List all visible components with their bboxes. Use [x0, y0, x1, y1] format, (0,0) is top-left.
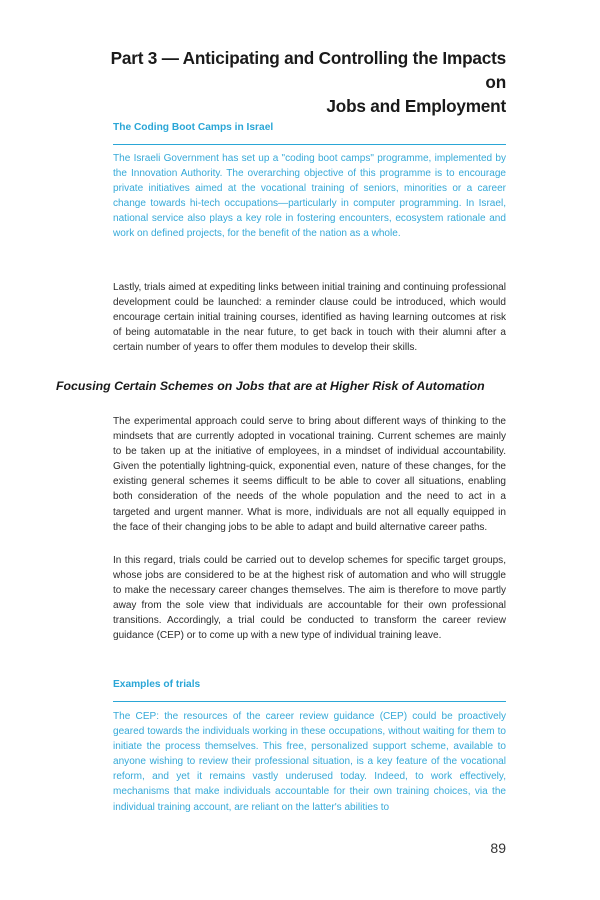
page-title: [100, 46, 506, 118]
box-heading-coding-boot-camps: The Coding Boot Camps in Israel: [113, 122, 274, 133]
box-heading-examples-of-trials: Examples of trials: [113, 679, 201, 690]
paragraph-lastly: Lastly, trials aimed at expediting links between initial training and continuing professional development could be launched: a reminder clause could be introduced, which would encourage certain initial training courses, identified as having learning outcomes at risk of being automatable in the near future, to get back in touch with their alumni after a certain number of years to offer them modules to develop their skills.: [113, 282, 506, 354]
paragraph-experimental-approach: The experimental approach could serve to bring about different ways of thinking to the mindsets that are currently adopted in vocational training. Current schemes are mainly to be taken up at the initiative of employees, in a mindset of individual accountability. Given the potentially lightning-quick, exponential even, nature of these changes, for the existing general schemes it seems difficult to be able to cover all situations, enabling both consideration of the needs of the whole population and the need to act in a targeted and urgent manner. What is more, individuals are not all equally equipped in the face of their changing jobs to be able to adapt and build alternative career paths.: [113, 416, 506, 533]
box-divider: [113, 144, 506, 145]
page-number: 89: [490, 840, 506, 856]
page-title-line-1: Part 3 — Anticipating and Controlling the Impacts on: [110, 48, 506, 92]
paragraph-in-this-regard: In this regard, trials could be carried out to develop schemes for specific target groups, whose jobs are considered to be at the highest risk of automation and who will struggle to make the necessary career changes themselves. The aim is therefore to move partly away from the sole view that individuals are accountable for their own professional transitions. Accordingly, a trial could be conducted to transform the career review guidance (CEP) or to come up with a new type of individual training leave.: [113, 555, 506, 642]
section-heading: Focusing Certain Schemes on Jobs that are at Higher Risk of Automation: [56, 379, 485, 393]
box-text-examples-of-trials: The CEP: the resources of the career review guidance (CEP) could be proactively geared towards the individuals working in these occupations, without waiting for them to initiate the process themselves. This free, personalized support scheme, available to anyone wishing to review their professional situation, is a key feature of the vocational reform, and yet it remains vastly underused today. Indeed, to work effectively, mechanisms that make individuals accountable for their own training choices, via the individual training account, are reliant on the latter's abilities to: [113, 711, 506, 813]
box-text-coding-boot-camps: The Israeli Government has set up a "coding boot camps" programme, implemented by the Innovation Authority. The overarching objective of this programme is to encourage private initiatives aimed at the vocational training of seniors, minorities or a career change towards hi-tech occupations—particularly in computer programming. In Israel, national service also plays a key role in fostering encounters, ecosystem rationale and work on defined projects, for the benefit of the nation as a whole.: [113, 153, 506, 240]
page-title-line-2: Jobs and Employment: [326, 96, 506, 116]
box-divider: [113, 701, 506, 702]
